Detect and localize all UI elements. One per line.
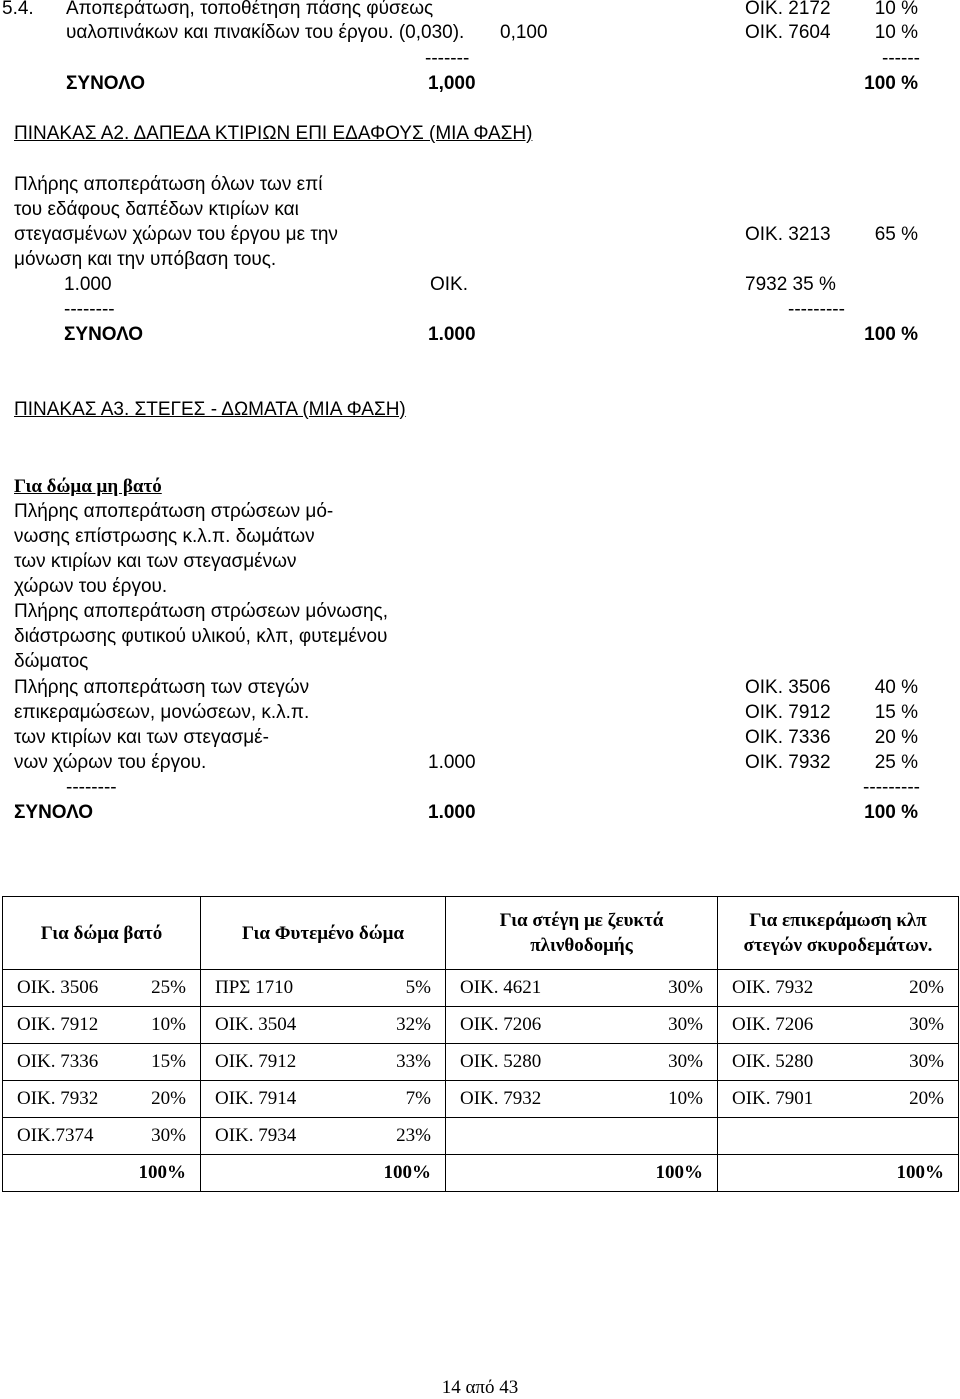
cell-percent: 25% <box>151 977 186 998</box>
item-code: ΟΙΚ. 3506 <box>745 677 831 698</box>
table-row <box>3 1081 959 1118</box>
cell-percent: 10% <box>151 1014 186 1035</box>
table-cell <box>3 970 201 1007</box>
table-row <box>3 1007 959 1044</box>
cell-percent: 33% <box>396 1051 431 1072</box>
item-code: ΟΙΚ. <box>430 274 469 295</box>
table-cell <box>446 1044 718 1081</box>
total-percent: 100 % <box>864 73 918 94</box>
cell-percent: 30% <box>151 1125 186 1146</box>
description-line: Πλήρης αποπεράτωση στρώσεων μόνωσης, <box>14 601 388 622</box>
total-percent: 100 % <box>864 324 918 345</box>
dash-separator: -------- <box>66 777 117 798</box>
table-cell <box>201 1007 446 1044</box>
cell-code: ΟΙΚ. 7932 <box>732 977 814 998</box>
table-cell <box>718 970 959 1007</box>
section-title-a2: ΠΙΝΑΚΑΣ Α2. ΔΑΠΕΔΑ ΚΤΙΡΙΩΝ ΕΠΙ ΕΔΑΦΟΥΣ (ΜΙΑ ΦΑΣΗ) <box>14 123 533 144</box>
table-cell <box>3 1044 201 1081</box>
description-line: των κτιρίων και των στεγασμένων <box>14 551 297 572</box>
total-percent: 100 % <box>864 802 918 823</box>
cell-percent: 5% <box>405 977 431 998</box>
header-cell: Για επικεράμωση κλπ στεγών σκυροδεμάτων. <box>718 897 959 970</box>
table-cell <box>201 970 446 1007</box>
description-line: χώρων του έργου. <box>14 576 168 597</box>
item-percent: 65 % <box>874 224 918 245</box>
total-cell: 100% <box>201 1155 446 1192</box>
cell-code: ΟΙΚ. 7932 <box>17 1088 99 1109</box>
header-cell: Για στέγη με ζευκτά πλινθοδομής <box>446 897 718 970</box>
table-cell <box>446 1081 718 1118</box>
description-line: νων χώρων του έργου. <box>14 752 207 773</box>
item-percent: 40 % <box>874 677 918 698</box>
table-cell <box>201 1044 446 1081</box>
cell-code: ΟΙΚ. 7206 <box>460 1014 542 1035</box>
section-title-a3: ΠΙΝΑΚΑΣ Α3. ΣΤΕΓΕΣ - ΔΩΜΑΤΑ (ΜΙΑ ΦΑΣΗ) <box>14 399 406 420</box>
total-cell: 100% <box>446 1155 718 1192</box>
table-row <box>3 1044 959 1081</box>
cell-percent: 20% <box>909 1088 944 1109</box>
dash-separator: ------- <box>425 48 470 69</box>
item-code: ΟΙΚ. 7912 <box>745 702 831 723</box>
header-cell: Για δώμα βατό <box>3 897 201 970</box>
item-text: Αποπεράτωση, τοποθέτηση πάσης φύσεως <box>66 0 434 19</box>
cell-code: ΟΙΚ. 3504 <box>215 1014 297 1035</box>
cell-code: ΠΡΣ 1710 <box>215 977 294 998</box>
cell-code: ΟΙΚ. 5280 <box>732 1051 814 1072</box>
table-cell <box>3 1081 201 1118</box>
cell-percent: 23% <box>396 1125 431 1146</box>
cell-percent: 32% <box>396 1014 431 1035</box>
cell-code: ΟΙΚ. 7934 <box>215 1125 297 1146</box>
description-line: Πλήρης αποπεράτωση στρώσεων μό- <box>14 501 334 522</box>
cell-code: ΟΙΚ. 3506 <box>17 977 99 998</box>
table-row <box>3 970 959 1007</box>
dash-separator: ------ <box>882 48 920 69</box>
page-number: 14 από 43 <box>441 1377 519 1398</box>
table-cell <box>446 970 718 1007</box>
total-quantity: 1,000 <box>428 73 476 94</box>
cell-percent: 30% <box>668 1014 703 1035</box>
table-cell <box>3 1118 201 1155</box>
cell-percent: 20% <box>909 977 944 998</box>
description-line: των κτιρίων και των στεγασμέ- <box>14 727 269 748</box>
total-label: ΣΥΝΟΛΟ <box>64 324 144 345</box>
cell-code: ΟΙΚ.7374 <box>17 1125 94 1146</box>
description-line: Πλήρης αποπεράτωση όλων των επί <box>14 174 323 195</box>
cell-percent: 30% <box>668 1051 703 1072</box>
description-line: νωσης επίστρωσης κ.λ.π. δωμάτων <box>14 526 315 547</box>
table-cell <box>718 1044 959 1081</box>
description-line: του εδάφους δαπέδων κτιρίων και <box>14 199 299 220</box>
table-cell <box>446 1118 718 1155</box>
cell-code: ΟΙΚ. 7901 <box>732 1088 814 1109</box>
description-line: Πλήρης αποπεράτωση των στεγών <box>14 677 310 698</box>
description-line: διάστρωσης φυτικού υλικού, κλπ, φυτεμένου <box>14 626 388 647</box>
item-percent: 10 % <box>874 0 918 19</box>
cell-percent: 10% <box>668 1088 703 1109</box>
table-row <box>3 1118 959 1155</box>
table-cell <box>201 1081 446 1118</box>
total-label: ΣΥΝΟΛΟ <box>66 73 146 94</box>
cell-percent: 7% <box>405 1088 431 1109</box>
cell-code: ΟΙΚ. 7206 <box>732 1014 814 1035</box>
table-cell <box>718 1081 959 1118</box>
item-code: ΟΙΚ. 7932 <box>745 752 831 773</box>
dash-separator: --------- <box>863 777 920 798</box>
description-line: στεγασμένων χώρων του έργου με την <box>14 224 338 245</box>
item-percent: 10 % <box>874 22 918 43</box>
item-percent: 25 % <box>874 752 918 773</box>
table-header-row <box>3 897 959 970</box>
cell-percent: 15% <box>151 1051 186 1072</box>
total-cell: 100% <box>718 1155 959 1192</box>
description-line: δώματος <box>14 651 89 672</box>
dash-separator: -------- <box>64 299 115 320</box>
item-quantity: 0,100 <box>500 22 548 43</box>
item-code: ΟΙΚ. 3213 <box>745 224 831 245</box>
cell-percent: 20% <box>151 1088 186 1109</box>
item-number: 5.4. <box>2 0 34 19</box>
total-label: ΣΥΝΟΛΟ <box>14 802 94 823</box>
table-cell <box>446 1007 718 1044</box>
subheading: Για δώμα μη βατό <box>14 476 162 497</box>
roof-types-table <box>2 896 959 1192</box>
cell-code: ΟΙΚ. 7914 <box>215 1088 297 1109</box>
item-code: ΟΙΚ. 2172 <box>745 0 831 19</box>
description-line: επικεραμώσεων, μονώσεων, κ.λ.π. <box>14 702 310 723</box>
item-code: ΟΙΚ. 7604 <box>745 22 831 43</box>
cell-code: ΟΙΚ. 5280 <box>460 1051 542 1072</box>
cell-code: ΟΙΚ. 4621 <box>460 977 542 998</box>
total-quantity: 1.000 <box>428 802 476 823</box>
cell-percent: 30% <box>668 977 703 998</box>
total-quantity: 1.000 <box>428 324 476 345</box>
table-cell <box>201 1118 446 1155</box>
header-cell: Για Φυτεμένο δώμα <box>201 897 446 970</box>
table-cell <box>718 1118 959 1155</box>
cell-code: ΟΙΚ. 7912 <box>17 1014 99 1035</box>
table-cell <box>718 1007 959 1044</box>
item-text: υαλοπινάκων και πινακίδων του έργου. (0,030). <box>66 22 465 43</box>
item-percent: 20 % <box>874 727 918 748</box>
item-code-percent: 7932 35 % <box>745 274 836 295</box>
description-line: μόνωση και την υπόβαση τους. <box>14 249 277 270</box>
table-cell <box>3 1007 201 1044</box>
cell-percent: 30% <box>909 1014 944 1035</box>
cell-code: ΟΙΚ. 7336 <box>17 1051 99 1072</box>
item-percent: 15 % <box>874 702 918 723</box>
table-total-row <box>3 1155 959 1192</box>
item-quantity: 1.000 <box>428 752 476 773</box>
dash-separator: --------- <box>788 299 845 320</box>
item-code: ΟΙΚ. 7336 <box>745 727 831 748</box>
cell-percent: 30% <box>909 1051 944 1072</box>
item-quantity: 1.000 <box>64 274 112 295</box>
cell-code: ΟΙΚ. 7932 <box>460 1088 542 1109</box>
total-cell: 100% <box>3 1155 201 1192</box>
cell-code: ΟΙΚ. 7912 <box>215 1051 297 1072</box>
